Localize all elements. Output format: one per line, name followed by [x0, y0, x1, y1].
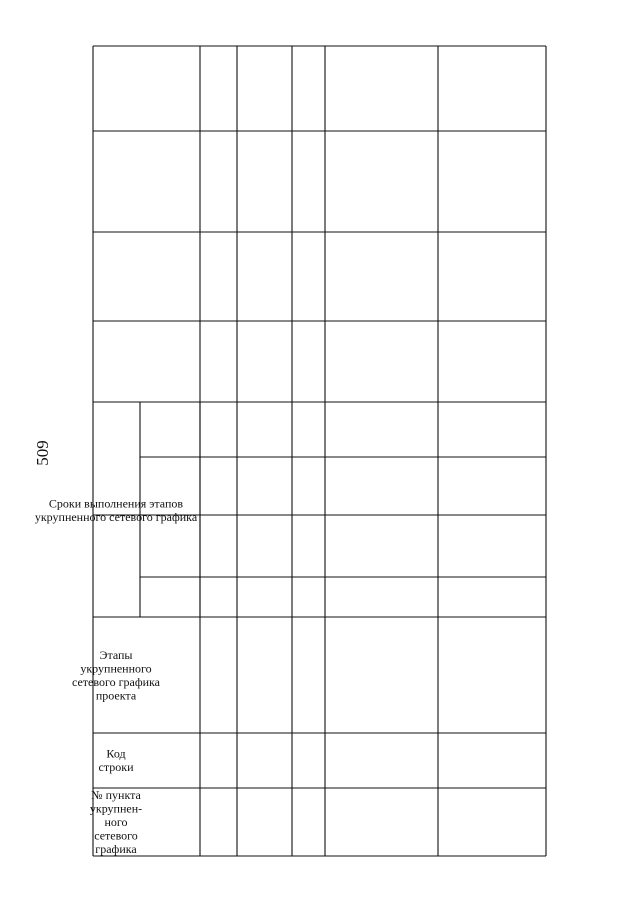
header-c3: Этапы укрупненного сетевого графика проекта: [72, 647, 160, 703]
header-group: Сроки выполнения этапов укрупненного сетевого графика: [34, 496, 198, 524]
page-number: 509: [33, 440, 52, 466]
header-c1: № пункта укрупнен-ного сетевого графика: [89, 788, 143, 857]
header-c2: Код строки: [98, 746, 134, 774]
